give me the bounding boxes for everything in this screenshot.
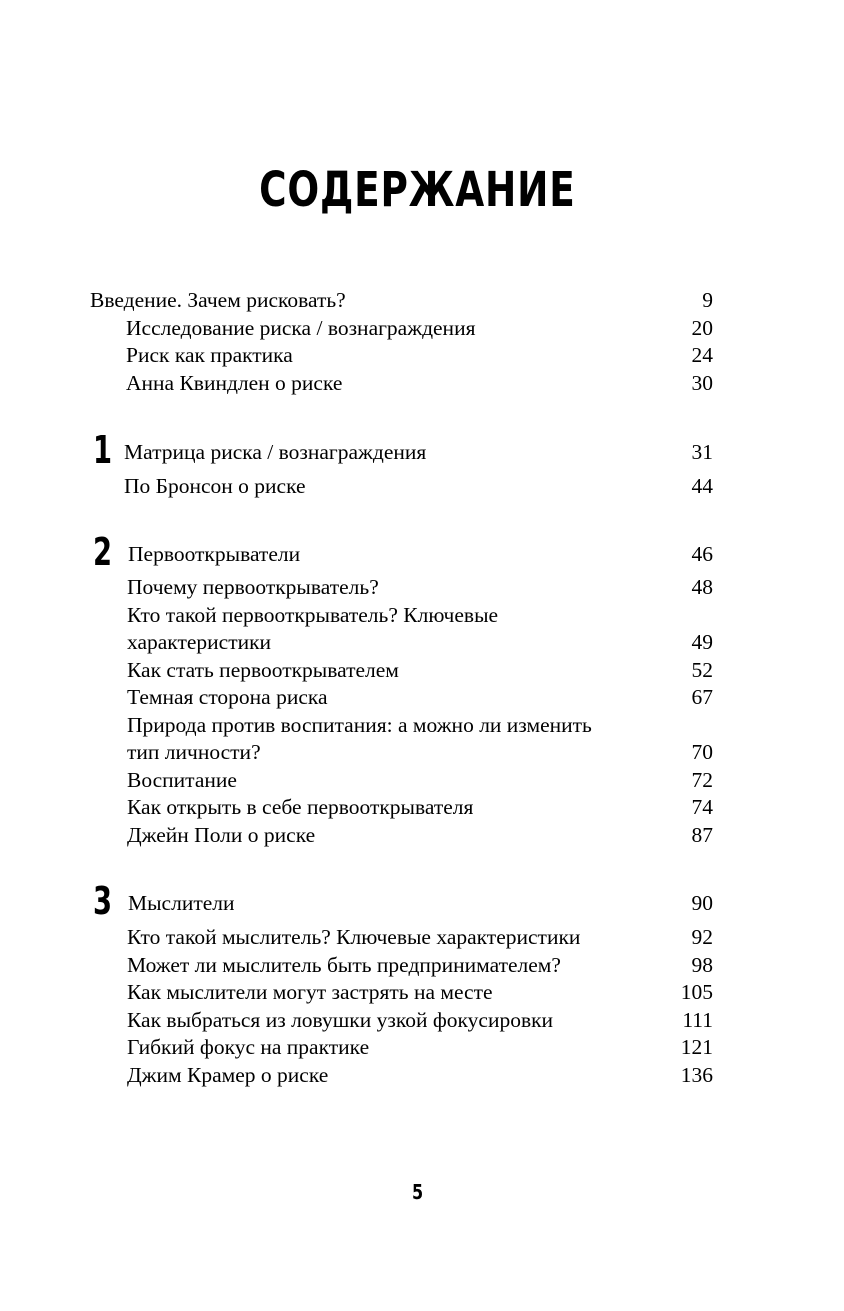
toc-entry-title-continued: тип личности? <box>127 740 261 764</box>
toc-entry-title: Первооткрыватели <box>128 542 301 566</box>
toc-entry-page: 52 <box>691 658 713 682</box>
toc-entry-title: Как выбраться из ловушки узкой фокусировки <box>127 1008 554 1032</box>
toc-entry-title: Кто такой первооткрыватель? Ключевые <box>127 603 499 627</box>
toc-entry-page: 67 <box>691 685 713 709</box>
toc-entry-title: Риск как практика <box>126 343 293 367</box>
toc-entry-title: Почему первооткрыватель? <box>127 575 379 599</box>
toc-entry-page: 72 <box>691 768 713 792</box>
page-number: 5 <box>412 1180 424 1204</box>
toc-entry-page: 98 <box>691 953 713 977</box>
toc-entry-page: 92 <box>691 925 713 949</box>
toc-entry-title: Воспитание <box>127 768 237 792</box>
toc-entry-title: Введение. Зачем рисковать? <box>90 288 346 312</box>
toc-entry-page: 87 <box>691 823 713 847</box>
toc-entry-page: 121 <box>680 1035 713 1059</box>
toc-entry-title-continued: характеристики <box>127 630 272 654</box>
toc-entry-page: 46 <box>691 542 713 566</box>
toc-entry-title: Кто такой мыслитель? Ключевые характеристики <box>127 925 581 949</box>
chapter-number: 1 <box>93 428 113 472</box>
toc-entry-page: 44 <box>691 474 713 498</box>
chapter-number: 3 <box>93 879 113 923</box>
toc-entry-title: Исследование риска / вознаграждения <box>126 316 476 340</box>
toc-entry-title: Как открыть в себе первооткрывателя <box>127 795 474 819</box>
toc-entry-title: Темная сторона риска <box>127 685 328 709</box>
toc-entry-title: Природа против воспитания: а можно ли изменить <box>127 713 592 737</box>
chapter-number: 2 <box>93 530 113 574</box>
toc-entry-page: 20 <box>691 316 713 340</box>
toc-entry-title: Матрица риска / вознаграждения <box>124 440 427 464</box>
page-title: СОДЕРЖАНИЕ <box>259 162 576 218</box>
toc-entry-page: 105 <box>680 980 713 1004</box>
toc-entry-page: 30 <box>691 371 713 395</box>
toc-entry-title: Джейн Поли о риске <box>127 823 316 847</box>
toc-entry-title: Может ли мыслитель быть предпринимателем? <box>127 953 561 977</box>
toc-entry-page: 74 <box>691 795 713 819</box>
toc-entry-page: 24 <box>691 343 713 367</box>
toc-entry-page: 136 <box>680 1063 713 1087</box>
toc-entry-title: Как мыслители могут застрять на месте <box>127 980 493 1004</box>
toc-entry-title: Как стать первооткрывателем <box>127 658 399 682</box>
toc-entry-page: 49 <box>691 630 713 654</box>
toc-entry-page: 111 <box>682 1008 713 1032</box>
toc-entry-title: По Бронсон о риске <box>124 474 306 498</box>
toc-entry-title: Анна Квиндлен о риске <box>126 371 343 395</box>
toc-entry-title: Джим Крамер о риске <box>127 1063 329 1087</box>
toc-entry-page: 48 <box>691 575 713 599</box>
toc-entry-page: 31 <box>691 440 713 464</box>
toc-entry-title: Мыслители <box>128 891 235 915</box>
toc-entry-page: 70 <box>691 740 713 764</box>
toc-entry-page: 9 <box>702 288 713 312</box>
toc-entry-page: 90 <box>691 891 713 915</box>
toc-entry-title: Гибкий фокус на практике <box>127 1035 370 1059</box>
